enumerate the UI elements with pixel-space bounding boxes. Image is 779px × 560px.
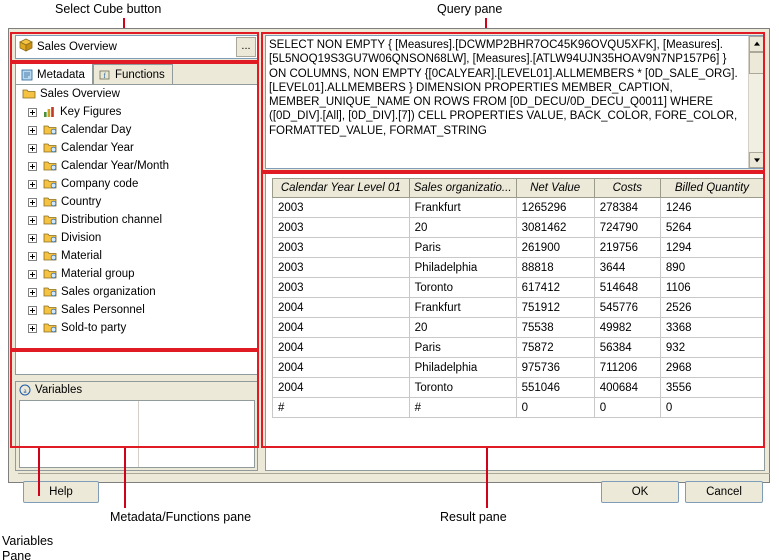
cell-costs: 514648 bbox=[594, 278, 660, 298]
dimension-icon bbox=[43, 142, 57, 154]
table-row[interactable] bbox=[273, 238, 764, 258]
cell-sales-org: Toronto bbox=[409, 278, 516, 298]
table-row[interactable] bbox=[273, 218, 764, 238]
cell-year: 2003 bbox=[273, 278, 410, 298]
column-header-net-value[interactable]: Net Value bbox=[516, 179, 594, 198]
metadata-tree[interactable] bbox=[15, 84, 258, 375]
cell-billed-quantity: 2968 bbox=[660, 358, 763, 378]
dimension-icon bbox=[43, 322, 57, 334]
cell-year: 2003 bbox=[273, 198, 410, 218]
cell-net-value: 551046 bbox=[516, 378, 594, 398]
pane-tabs bbox=[15, 63, 258, 85]
cell-costs: 49982 bbox=[594, 318, 660, 338]
annotation-variables-pane-line2: Pane bbox=[2, 549, 32, 560]
cell-sales-org: 20 bbox=[409, 318, 516, 338]
cell-costs: 400684 bbox=[594, 378, 660, 398]
tree-item-sold-to-party[interactable] bbox=[16, 319, 257, 337]
tree-item-calendar-year-month[interactable] bbox=[16, 157, 257, 175]
help-button[interactable]: Help bbox=[23, 481, 99, 503]
tree-item-label: Distribution channel bbox=[61, 214, 163, 226]
cell-year: # bbox=[273, 398, 410, 418]
variables-column-value bbox=[139, 401, 254, 467]
cube-icon bbox=[19, 38, 33, 57]
annotation-leader-variables bbox=[38, 448, 40, 496]
tree-item-label: Sales organization bbox=[61, 286, 156, 298]
cell-net-value: 261900 bbox=[516, 238, 594, 258]
dimension-icon bbox=[43, 124, 57, 136]
scrollbar-thumb[interactable] bbox=[749, 52, 765, 74]
scroll-down-icon[interactable] bbox=[749, 152, 765, 168]
table-row[interactable] bbox=[273, 278, 764, 298]
tab-functions[interactable] bbox=[93, 64, 173, 85]
expander-icon[interactable] bbox=[28, 108, 37, 117]
cell-sales-org: Philadelphia bbox=[409, 358, 516, 378]
table-header-row bbox=[273, 179, 764, 198]
query-pane[interactable] bbox=[265, 35, 765, 169]
column-header-billed-quantity[interactable]: Billed Quantity bbox=[660, 179, 763, 198]
dimension-icon bbox=[43, 196, 57, 208]
cell-sales-org: 20 bbox=[409, 218, 516, 238]
variables-title: Variables bbox=[35, 384, 83, 396]
cell-year: 2003 bbox=[273, 258, 410, 278]
cell-year: 2004 bbox=[273, 338, 410, 358]
cell-net-value: 975736 bbox=[516, 358, 594, 378]
tree-item-label: Division bbox=[61, 232, 102, 244]
cell-year: 2003 bbox=[273, 218, 410, 238]
table-row[interactable] bbox=[273, 258, 764, 278]
footer-separator bbox=[18, 473, 770, 474]
dimension-icon bbox=[43, 250, 57, 262]
variables-pane bbox=[15, 381, 258, 471]
annotation-variables-pane-line1: Variables bbox=[2, 534, 54, 548]
expander-icon[interactable] bbox=[28, 234, 37, 243]
cell-costs: 219756 bbox=[594, 238, 660, 258]
dimension-icon bbox=[43, 160, 57, 172]
column-header-sales-organization[interactable]: Sales organizatio... bbox=[409, 179, 516, 198]
cell-net-value: 751912 bbox=[516, 298, 594, 318]
cell-billed-quantity: 1294 bbox=[660, 238, 763, 258]
dimension-icon bbox=[43, 304, 57, 316]
column-header-costs[interactable]: Costs bbox=[594, 179, 660, 198]
table-row[interactable] bbox=[273, 358, 764, 378]
cell-year: 2004 bbox=[273, 298, 410, 318]
dimension-icon bbox=[43, 214, 57, 226]
cell-costs: 56384 bbox=[594, 338, 660, 358]
cancel-button[interactable]: Cancel bbox=[685, 481, 763, 503]
cell-billed-quantity: 3368 bbox=[660, 318, 763, 338]
table-row[interactable] bbox=[273, 398, 764, 418]
cell-costs: 711206 bbox=[594, 358, 660, 378]
tree-root-node[interactable] bbox=[16, 85, 257, 103]
cell-net-value: 75872 bbox=[516, 338, 594, 358]
tree-item-calendar-year[interactable] bbox=[16, 139, 257, 157]
cell-billed-quantity: 5264 bbox=[660, 218, 763, 238]
cell-billed-quantity: 1106 bbox=[660, 278, 763, 298]
cell-year: 2004 bbox=[273, 378, 410, 398]
tree-item-sales-organization[interactable] bbox=[16, 283, 257, 301]
expander-icon[interactable] bbox=[28, 126, 37, 135]
svg-text:a: a bbox=[23, 387, 27, 395]
select-cube-button[interactable]: ... bbox=[236, 37, 256, 57]
table-row[interactable] bbox=[273, 378, 764, 398]
variables-grid[interactable] bbox=[19, 400, 255, 468]
tree-item-material[interactable] bbox=[16, 247, 257, 265]
expander-icon[interactable] bbox=[28, 306, 37, 315]
column-header-calendar-year[interactable]: Calendar Year Level 01 bbox=[273, 179, 410, 198]
table-row[interactable] bbox=[273, 338, 764, 358]
tree-item-label: Calendar Year/Month bbox=[61, 160, 170, 172]
cell-year: 2004 bbox=[273, 358, 410, 378]
tree-item-sales-personnel[interactable] bbox=[16, 301, 257, 319]
tree-item-calendar-day[interactable] bbox=[16, 121, 257, 139]
cell-costs: 545776 bbox=[594, 298, 660, 318]
cell-sales-org: Frankfurt bbox=[409, 198, 516, 218]
tree-item-label: Company code bbox=[61, 178, 139, 190]
cell-net-value: 0 bbox=[516, 398, 594, 418]
dimension-icon bbox=[43, 232, 57, 244]
expander-icon[interactable] bbox=[28, 270, 37, 279]
dimension-icon bbox=[43, 268, 57, 280]
cell-billed-quantity: 1246 bbox=[660, 198, 763, 218]
ok-button[interactable]: OK bbox=[601, 481, 679, 503]
tree-item-label: Material group bbox=[61, 268, 135, 280]
functions-icon bbox=[99, 69, 111, 81]
tree-item-division[interactable] bbox=[16, 229, 257, 247]
tree-item-key-figures[interactable] bbox=[16, 103, 257, 121]
cell-sales-org: # bbox=[409, 398, 516, 418]
annotation-query-pane: Query pane bbox=[437, 2, 503, 16]
annotation-leader-result bbox=[486, 448, 488, 508]
metadata-functions-pane bbox=[15, 35, 258, 375]
tree-item-distribution-channel[interactable] bbox=[16, 211, 257, 229]
table-row[interactable] bbox=[273, 298, 764, 318]
table-row[interactable] bbox=[273, 198, 764, 218]
tree-item-company-code[interactable] bbox=[16, 175, 257, 193]
variables-header bbox=[16, 382, 257, 398]
tab-metadata[interactable] bbox=[15, 63, 93, 85]
expander-icon[interactable] bbox=[28, 288, 37, 297]
expander-icon[interactable] bbox=[28, 162, 37, 171]
cell-sales-org: Frankfurt bbox=[409, 298, 516, 318]
tree-item-label: Sales Personnel bbox=[61, 304, 145, 316]
select-cube-control[interactable] bbox=[15, 35, 258, 59]
scroll-up-icon[interactable] bbox=[749, 36, 765, 52]
expander-icon[interactable] bbox=[28, 216, 37, 225]
cell-sales-org: Philadelphia bbox=[409, 258, 516, 278]
cell-billed-quantity: 932 bbox=[660, 338, 763, 358]
tab-metadata-label: Metadata bbox=[37, 68, 85, 81]
cell-year: 2003 bbox=[273, 238, 410, 258]
annotation-metadata-pane: Metadata/Functions pane bbox=[110, 510, 252, 524]
cube-name-label: Sales Overview bbox=[37, 41, 117, 53]
tree-item-label: Calendar Day bbox=[61, 124, 132, 136]
key-figures-icon bbox=[43, 106, 56, 118]
table-row[interactable] bbox=[273, 318, 764, 338]
svg-text:f: f bbox=[103, 72, 106, 80]
expander-icon[interactable] bbox=[28, 198, 37, 207]
expander-icon[interactable] bbox=[28, 144, 37, 153]
mdx-query-dialog bbox=[8, 28, 770, 498]
cell-net-value: 617412 bbox=[516, 278, 594, 298]
variable-icon bbox=[19, 384, 31, 396]
cell-sales-org: Paris bbox=[409, 238, 516, 258]
dimension-icon bbox=[43, 286, 57, 298]
dimension-icon bbox=[43, 178, 57, 190]
cell-costs: 0 bbox=[594, 398, 660, 418]
annotation-cube-button: Select Cube button bbox=[55, 2, 162, 16]
tree-item-material-group[interactable] bbox=[16, 265, 257, 283]
folder-icon bbox=[22, 88, 36, 100]
cell-billed-quantity: 3556 bbox=[660, 378, 763, 398]
cell-costs: 3644 bbox=[594, 258, 660, 278]
tree-item-label: Sold-to party bbox=[61, 322, 127, 334]
expander-icon[interactable] bbox=[28, 180, 37, 189]
cell-billed-quantity: 2526 bbox=[660, 298, 763, 318]
annotation-result-pane: Result pane bbox=[440, 510, 507, 524]
expander-icon[interactable] bbox=[28, 252, 37, 261]
result-pane[interactable] bbox=[265, 173, 765, 471]
query-text[interactable]: SELECT NON EMPTY { [Measures].[DCWMP2BHR7OC45K96OVQU5XFK], [Measures].[5L5NOQ19S3GU7W06QNSON68LW], [Measures].[ATLW94UJN35HOAV9N7NP157P6] } ON COLUMNS, NON EMPTY {[0CALYEAR].[LEVEL01].ALLMEMBERS * [0D_SALE_ORG].[LEVEL01].ALLMEMBERS } DIMENSION PROPERTIES MEMBER_CAPTION, MEMBER_UNIQUE_NAME ON ROWS FROM [0D_DECU/0D_DECU_Q0011] WHERE ([0D_DIV].[All], [0D_DIV].[7]) CELL PROPERTIES VALUE, BACK_COLOR, FORE_COLOR, FORMATTED_VALUE, FORMAT_STRING bbox=[269, 39, 741, 137]
cell-costs: 724790 bbox=[594, 218, 660, 238]
cell-sales-org: Paris bbox=[409, 338, 516, 358]
cell-net-value: 3081462 bbox=[516, 218, 594, 238]
cell-billed-quantity: 890 bbox=[660, 258, 763, 278]
query-scrollbar[interactable] bbox=[748, 36, 764, 168]
expander-icon[interactable] bbox=[28, 324, 37, 333]
metadata-icon bbox=[21, 69, 33, 81]
cell-sales-org: Toronto bbox=[409, 378, 516, 398]
cell-year: 2004 bbox=[273, 318, 410, 338]
result-table bbox=[272, 178, 764, 418]
cell-costs: 278384 bbox=[594, 198, 660, 218]
tree-item-label: Calendar Year bbox=[61, 142, 134, 154]
tree-item-label: Key Figures bbox=[60, 106, 122, 118]
cell-net-value: 1265296 bbox=[516, 198, 594, 218]
cell-billed-quantity: 0 bbox=[660, 398, 763, 418]
tree-item-country[interactable] bbox=[16, 193, 257, 211]
tree-item-label: Country bbox=[61, 196, 102, 208]
tab-functions-label: Functions bbox=[114, 69, 165, 81]
tree-root-label: Sales Overview bbox=[40, 88, 120, 100]
tree-item-label: Material bbox=[61, 250, 102, 262]
cell-net-value: 75538 bbox=[516, 318, 594, 338]
annotation-leader-metadata bbox=[124, 448, 126, 508]
cell-net-value: 88818 bbox=[516, 258, 594, 278]
